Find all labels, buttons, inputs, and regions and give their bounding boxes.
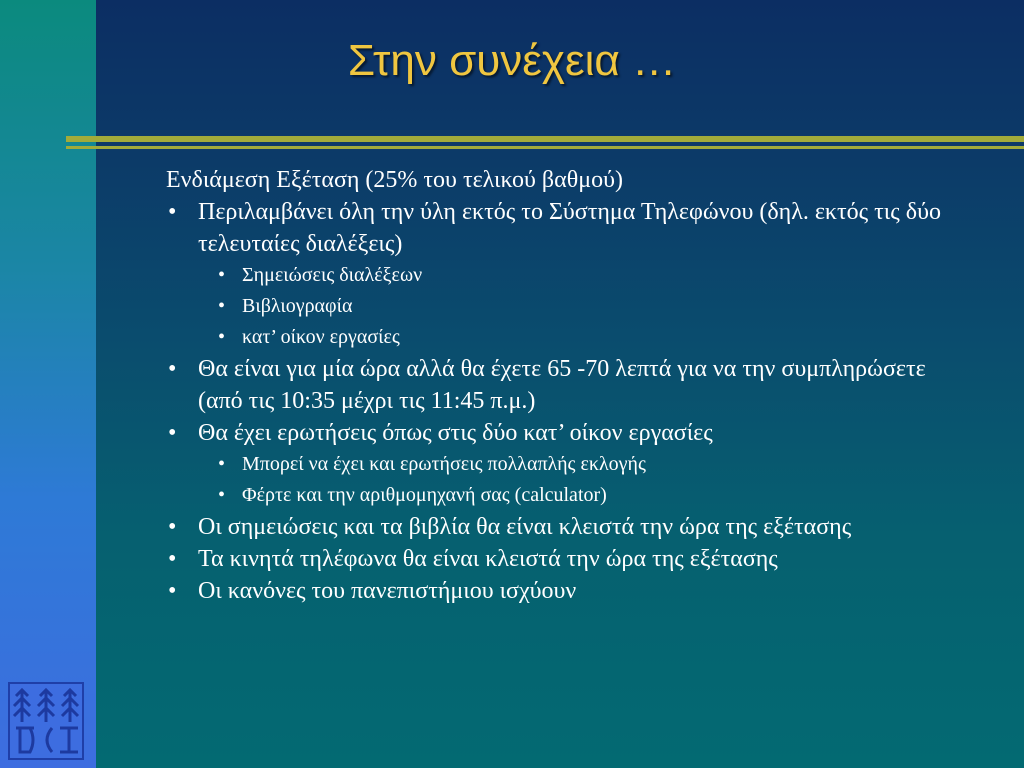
sub-bullet-item: [166, 260, 956, 291]
university-logo-icon: [8, 682, 84, 760]
bullet-icon: •: [168, 356, 177, 382]
sub-bullet-text: κατ’ οίκον εργασίες: [242, 326, 400, 348]
bullet-text: Θα έχει ερωτήσεις όπως στις δύο κατ’ οίκον εργασίες: [198, 420, 713, 446]
bullet-icon: •: [218, 264, 226, 286]
left-gradient-strip: [0, 0, 96, 768]
bullet-icon: •: [168, 199, 177, 225]
sub-bullet-text: Φέρτε και την αριθμομηχανή σας (calculator): [242, 484, 607, 506]
bullet-icon: •: [218, 326, 226, 348]
bullet-item: [166, 511, 956, 543]
title-divider-thick: [66, 136, 1024, 142]
bullet-icon: •: [168, 546, 177, 572]
bullet-icon: •: [218, 295, 226, 317]
bullet-text: Οι σημειώσεις και τα βιβλία θα είναι κλειστά την ώρα της εξέτασης: [198, 514, 852, 540]
bullet-icon: •: [218, 484, 226, 506]
bullet-text: Τα κινητά τηλέφωνα θα είναι κλειστά την ώρα της εξέτασης: [198, 546, 778, 572]
sub-bullet-item: [166, 449, 956, 480]
sub-bullet-text: Σημειώσεις διαλέξεων: [242, 264, 423, 286]
intro-line: Ενδιάμεση Εξέταση (25% του τελικού βαθμού): [166, 167, 623, 193]
bullet-icon: •: [168, 514, 177, 540]
bullet-item: [166, 417, 956, 449]
title-divider-thin: [66, 146, 1024, 149]
bullet-icon: •: [168, 420, 177, 446]
bullet-text: Οι κανόνες του πανεπιστήμιου ισχύουν: [198, 578, 577, 604]
bullet-text: Θα είναι για μία ώρα αλλά θα έχετε 65 -70 λεπτά για να την συμπληρώσετε (από τις 10:35 μέχρι τις 11:45 π.μ.): [198, 356, 926, 414]
bullet-item: [166, 196, 956, 260]
sub-bullet-item: [166, 291, 956, 322]
bullet-item: [166, 543, 956, 575]
bullet-item: [166, 575, 956, 607]
bullet-icon: •: [168, 578, 177, 604]
bullet-item: [166, 353, 956, 417]
slide-content: [166, 164, 956, 607]
bullet-text: Περιλαμβάνει όλη την ύλη εκτός το Σύστημα Τηλεφώνου (δηλ. εκτός τις δύο τελευταίες διαλέξεις): [198, 199, 941, 257]
sub-bullet-item: [166, 322, 956, 353]
sub-bullet-text: Βιβλιογραφία: [242, 295, 353, 317]
bullet-icon: •: [218, 453, 226, 475]
slide-title: Στην συνέχεια …: [347, 36, 677, 85]
sub-bullet-item: [166, 480, 956, 511]
sub-bullet-text: Μπορεί να έχει και ερωτήσεις πολλαπλής εκλογής: [242, 453, 646, 475]
